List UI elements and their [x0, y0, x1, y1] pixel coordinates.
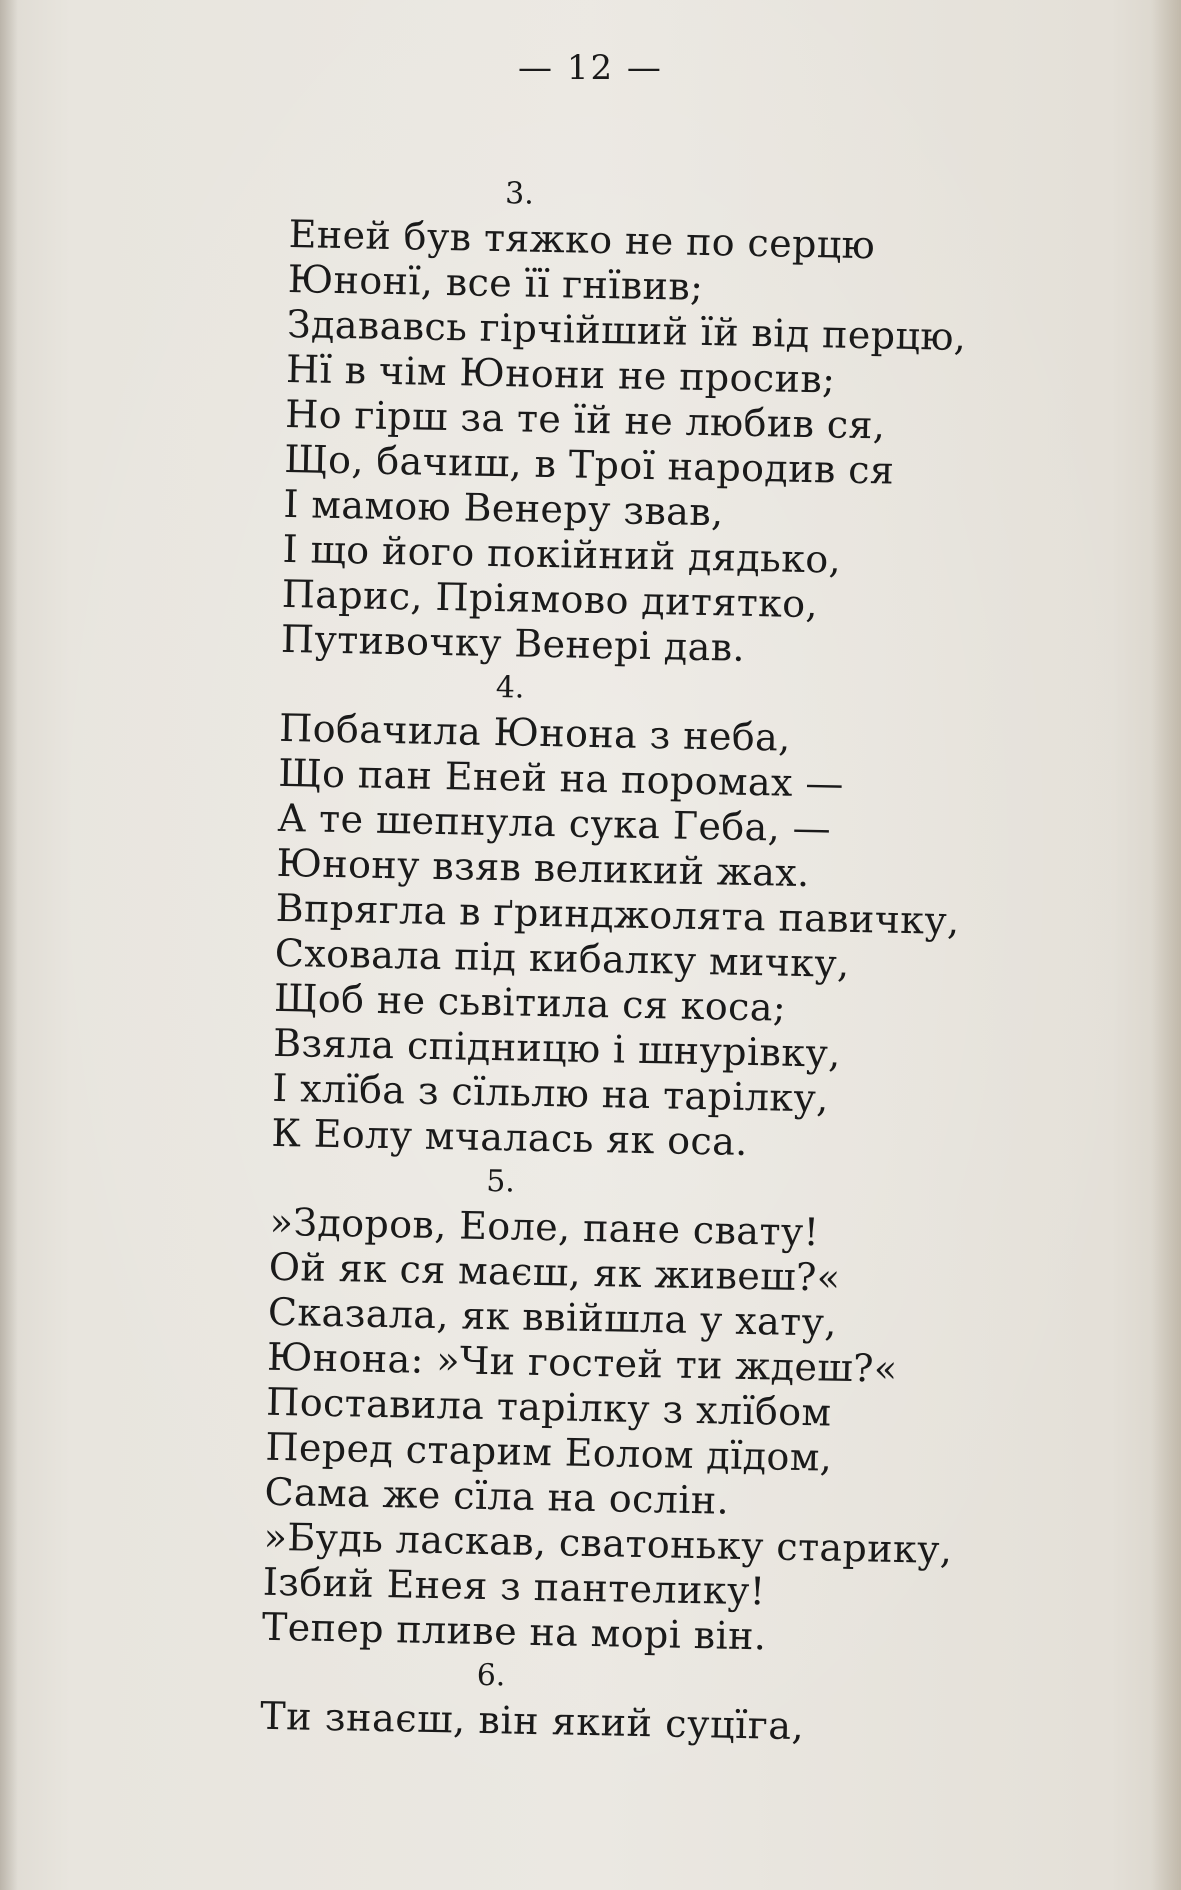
- verse-line: Поставила тарілку з хлїбом: [265, 1379, 832, 1435]
- verse-line: Ізбий Енея з пантелику!: [262, 1559, 766, 1614]
- stanza-number: 5.: [485, 1163, 516, 1200]
- verse-line: Побачила Юнона з неба,: [278, 705, 792, 760]
- verse-line: Ти знаєш, він який суцїга,: [259, 1693, 805, 1749]
- stanza-number: 4.: [495, 670, 525, 706]
- verse-line: А те шепнула сука Геба, —: [277, 795, 832, 851]
- stanza-3: [281, 168, 1050, 676]
- page-edge-right: [1151, 0, 1181, 1890]
- verse-line: Сховала під кибалку мичку,: [274, 930, 851, 986]
- poem-text: [260, 168, 1050, 1753]
- verse-line: Путивочку Венері дав.: [280, 616, 746, 670]
- verse-line: К Еолу мчалась як оса.: [271, 1110, 749, 1164]
- verse-line: Сама же сїла на ослін.: [264, 1469, 730, 1523]
- verse-line: Еней був тяжко не по серцю: [288, 211, 876, 268]
- page-number: — 12 —: [518, 48, 663, 88]
- verse-line: Парис, Пріямово дитятко,: [281, 571, 819, 627]
- verse-line: Ой як ся маєш, як живеш?«: [268, 1244, 841, 1300]
- verse-line: Впрягла в ґринджолята павичку,: [275, 885, 961, 943]
- page-edge-left: [0, 0, 18, 1890]
- verse-line: Тепер пливе на морі він.: [261, 1604, 767, 1659]
- stanza-number: 3.: [504, 176, 535, 212]
- verse-line: Юнону взяв великий жах.: [276, 840, 811, 896]
- verse-line: Що, бачиш, в Трої народив ся: [283, 436, 895, 493]
- verse-line: Юнонї, все її гнївив;: [287, 256, 704, 309]
- stanza-5: [262, 1156, 1031, 1664]
- verse-line: Здававсь гірчійший їй від перцю,: [286, 301, 967, 360]
- verse-line: Взяла спідницю і шнурівку,: [272, 1020, 842, 1076]
- verse-line: Перед старим Еолом дїдом,: [265, 1424, 833, 1480]
- verse-line: »Здоров, Еоле, пане свату!: [269, 1199, 820, 1255]
- stanza-4: [271, 662, 1040, 1170]
- verse-line: Юнона: »Чи гостей ти ждеш?«: [266, 1334, 898, 1391]
- verse-line: Но гірш за те їй не любив ся,: [284, 391, 886, 448]
- verse-line: »Будь ласкав, сватоньку старику,: [263, 1514, 953, 1572]
- verse-line: І мамою Венеру звав,: [283, 481, 725, 535]
- stanza-number: 6.: [476, 1657, 506, 1694]
- verse-line: І хлїба з сїльлю на тарілку,: [271, 1065, 830, 1121]
- verse-line: Що пан Еней на поромах —: [277, 750, 845, 806]
- stanza-6: [260, 1650, 1022, 1754]
- verse-line: І що його покійний дядько,: [282, 526, 842, 582]
- verse-line: Сказала, як ввійшла у хату,: [267, 1289, 838, 1345]
- verse-line: Нї в чім Юнони не просив;: [285, 346, 836, 402]
- verse-line: Щоб не сьвітила ся коса;: [273, 975, 787, 1030]
